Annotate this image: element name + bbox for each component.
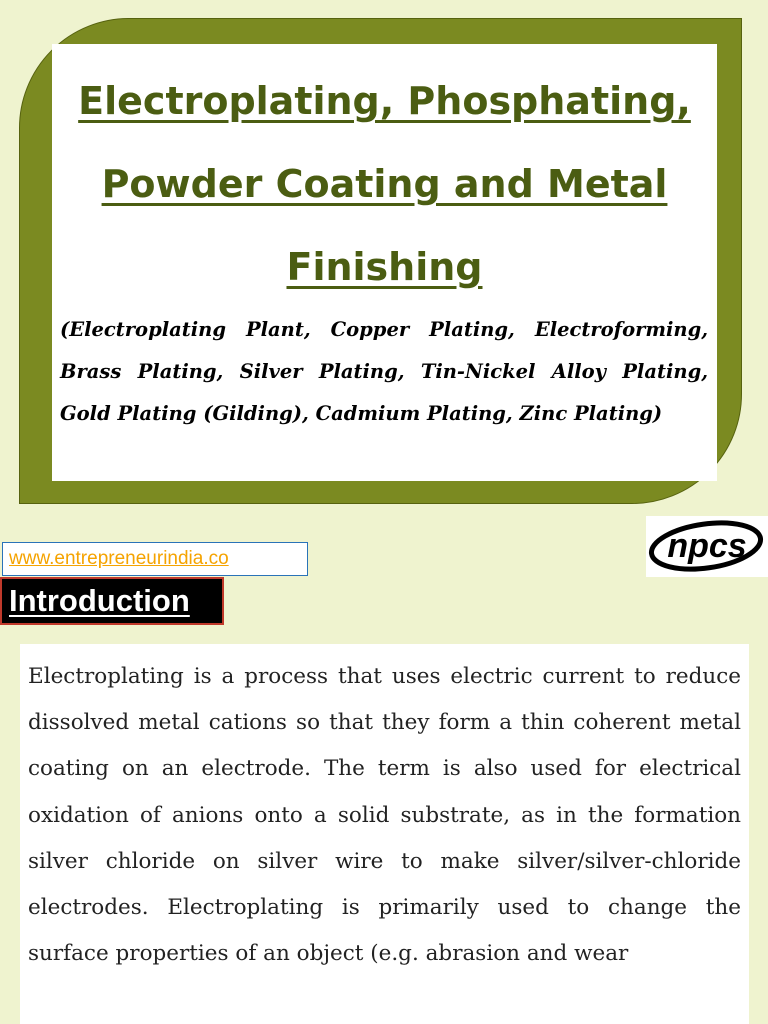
npcs-logo-icon: [646, 516, 768, 577]
npcs-logo: [646, 516, 768, 577]
page-title: Electroplating, Phosphating, Powder Coating and Metal Finishing: [78, 79, 691, 289]
section-heading: Introduction: [9, 583, 190, 618]
logo-text: npcs: [667, 527, 747, 565]
intro-paragraph: Electroplating is a process that uses electric current to reduce dissolved metal cations so that they form a thin coherent metal coating on an electrode. The term is also used for electrical oxidation of anions onto a solid substrate, as in the formation silver chloride on silver wire to make silver/silver-chloride electrodes. Electroplating is primarily used to change the surface properties of an object (e.g. abrasion and wear: [28, 664, 741, 967]
title-panel: [52, 44, 717, 481]
website-box: [2, 542, 308, 576]
website-link[interactable]: www.entrepreneurindia.co: [9, 548, 229, 569]
subtitle: (Electroplating Plant, Copper Plating, Electroforming, Brass Plating, Silver Plating, Tin-Nickel Alloy Plating, Gold Plating (Gilding), Cadmium Plating, Zinc Plating): [60, 318, 708, 425]
intro-heading-box: [0, 577, 224, 625]
intro-panel: [20, 644, 749, 1024]
